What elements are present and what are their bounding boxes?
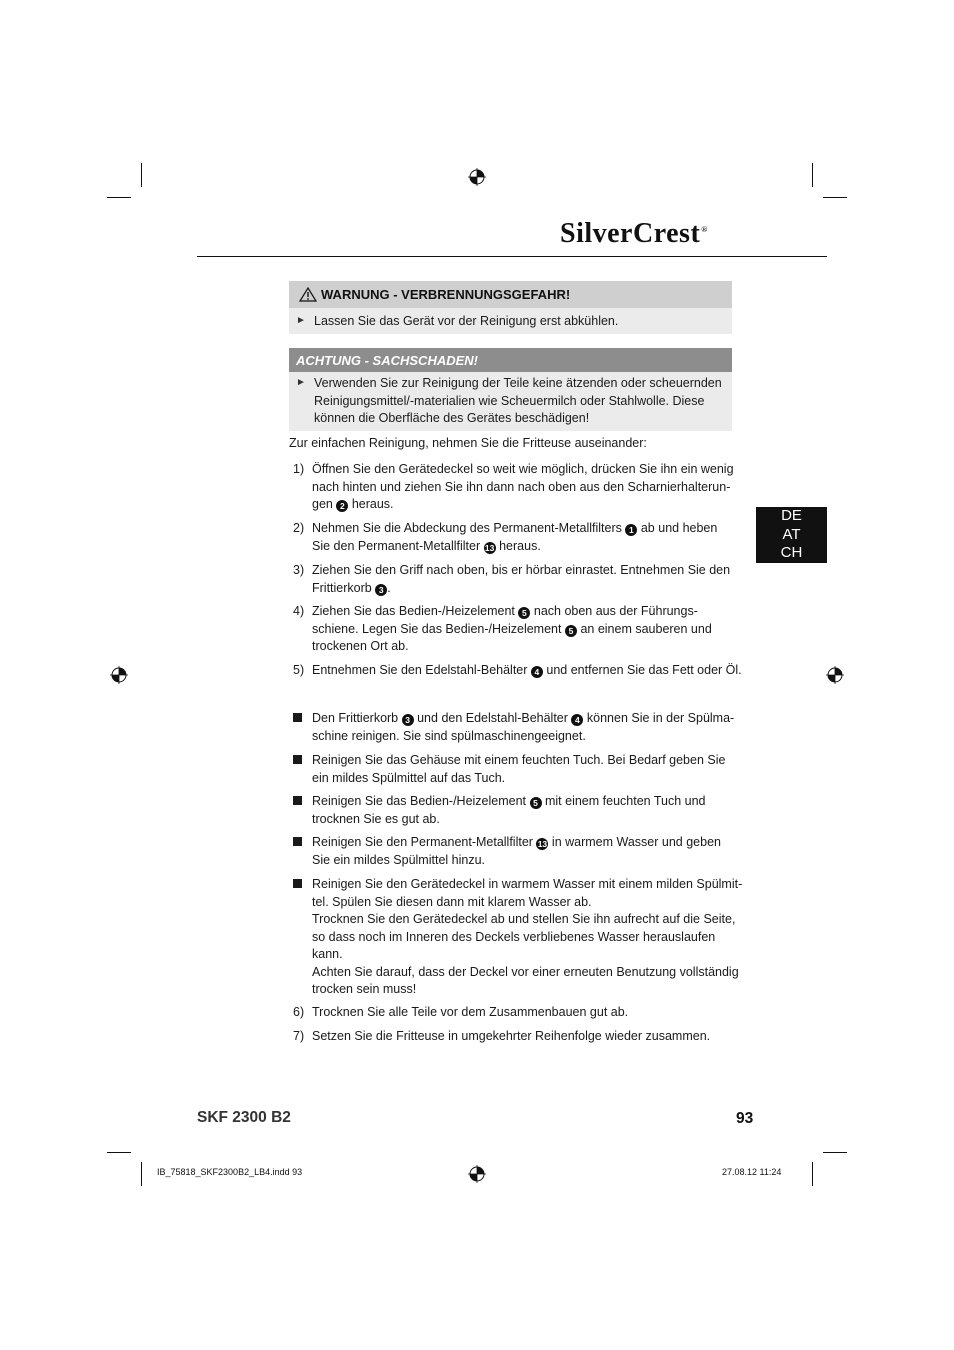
square-bullet-icon <box>293 796 302 805</box>
line-text: so dass noch im Inneren des Deckels verbliebenes Wasser herauslaufen <box>312 929 716 944</box>
item-body <box>312 562 739 597</box>
warning-text: Lassen Sie das Gerät vor der Reinigung erst abkühlen. <box>314 314 619 328</box>
lang-code: AT <box>782 525 801 543</box>
item-line <box>312 728 739 746</box>
item-line <box>312 538 739 556</box>
line-text: Setzen Sie die Fritteuse in umgekehrter Reihenfolge wieder zusammen. <box>312 1029 711 1043</box>
warning-triangle-icon <box>299 287 317 302</box>
line-text: kann. <box>312 947 343 961</box>
line-text: heraus. <box>351 497 394 511</box>
item-line <box>312 946 739 964</box>
bullet-item <box>289 793 739 828</box>
line-text: Nehmen Sie die Abdeckung des Permanent-Metallfilters <box>312 521 622 535</box>
item-line <box>312 621 739 639</box>
item-line <box>312 811 739 829</box>
bullet-item <box>289 834 739 869</box>
line-text: Reinigen Sie das Gehäuse mit einem feuchten Tuch. Bei Bedarf geben Sie <box>312 753 726 767</box>
line-text: Reinigen Sie den Permanent-Metallfilter <box>312 835 533 849</box>
slug-date: 27.08.12 11:24 <box>722 1167 782 1177</box>
item-line <box>312 603 739 621</box>
registration-mark-icon <box>826 666 844 684</box>
item-line <box>312 562 739 580</box>
item-line <box>312 1028 739 1046</box>
crop-mark <box>812 1162 813 1186</box>
slug-file: IB_75818_SKF2300B2_LB4.indd 93 <box>157 1167 303 1177</box>
attention-text <box>314 375 722 428</box>
language-tab <box>756 507 827 563</box>
part-number-badge: 13 <box>537 839 548 849</box>
model-number: SKF 2300 B2 <box>197 1109 291 1126</box>
line-text: gen <box>312 497 333 511</box>
step-item <box>289 461 739 514</box>
line-text: tel. Spülen Sie diesen dann mit klarem Wasser ab. <box>312 894 592 909</box>
item-line <box>312 580 739 598</box>
item-line <box>312 894 739 912</box>
warning-heading <box>289 281 732 308</box>
crop-mark <box>141 1162 142 1186</box>
line-text: an einem sauberen und <box>580 621 712 636</box>
step-item <box>289 603 739 656</box>
item-line <box>312 911 739 929</box>
bullet-item <box>289 710 739 745</box>
line-text: Achten Sie darauf, dass der Deckel vor einer erneuten Benutzung vollständig <box>312 964 739 979</box>
item-line <box>312 520 739 538</box>
line-text: und den Edelstahl-Behälter <box>417 711 568 725</box>
item-line <box>312 793 739 811</box>
item-line <box>312 834 739 852</box>
item-line <box>312 876 743 894</box>
attention-line: können die Oberfläche des Gerätes beschädigen! <box>314 411 590 425</box>
step-number: 7) <box>293 1029 305 1043</box>
part-number-badge: 5 <box>530 797 542 809</box>
brand-logo: SilverCrest® <box>560 218 708 249</box>
page-number: 93 <box>736 1110 754 1127</box>
arrow-bullet-icon: ► <box>296 315 306 326</box>
item-line <box>312 638 739 656</box>
registered-mark: ® <box>701 224 708 234</box>
bullet-item <box>289 876 743 999</box>
part-number-badge: 1 <box>625 524 637 536</box>
item-body <box>312 520 739 555</box>
registration-mark-icon <box>468 168 486 186</box>
square-bullet-icon <box>293 713 302 722</box>
step-number: 1) <box>293 462 305 476</box>
attention-body <box>289 372 732 431</box>
square-bullet-icon <box>293 755 302 764</box>
crop-mark <box>823 1152 847 1153</box>
part-number-badge: 3 <box>402 714 414 726</box>
item-line <box>312 1004 739 1022</box>
part-number-badge: 5 <box>518 607 530 619</box>
line-text: ein mildes Spülmittel auf das Tuch. <box>312 770 506 785</box>
warning-body <box>289 308 732 334</box>
item-line <box>312 710 739 728</box>
item-body <box>312 603 739 656</box>
line-text: Sie den Permanent-Metallfilter <box>312 538 481 553</box>
item-body <box>312 710 739 745</box>
part-number-badge: 3 <box>375 584 387 596</box>
bullet-item <box>289 752 739 787</box>
line-text: trocknen Sie es gut ab. <box>312 811 440 826</box>
intro-text: Zur einfachen Reinigung, nehmen Sie die Fritteuse auseinander: <box>289 436 647 450</box>
step-item <box>289 520 739 555</box>
part-number-badge: 2 <box>336 500 348 512</box>
line-text: trocken sein muss! <box>312 982 417 996</box>
item-line <box>312 929 739 947</box>
line-text: können Sie in der Spülma- <box>586 711 735 725</box>
line-text: mit einem feuchten Tuch und <box>544 794 706 808</box>
crop-mark <box>107 1152 131 1153</box>
line-text: schine reinigen. Sie sind spülmaschinengeeignet. <box>312 728 586 743</box>
line-text: . <box>387 580 391 595</box>
line-text: in warmem Wasser und geben <box>551 835 721 849</box>
item-line <box>312 770 739 788</box>
item-body <box>312 834 739 869</box>
item-body <box>312 1028 739 1046</box>
crop-mark <box>823 197 847 198</box>
lang-code: DE <box>781 507 802 524</box>
line-text: und entfernen Sie das Fett oder Öl. <box>546 663 742 677</box>
line-text: Trocknen Sie den Gerätedeckel ab und stellen Sie ihn aufrecht auf die Seite, <box>312 912 736 926</box>
item-body <box>312 1004 739 1022</box>
line-text: Ziehen Sie das Bedien-/Heizelement <box>312 604 515 618</box>
step-item <box>289 562 739 597</box>
line-text: Entnehmen Sie den Edelstahl-Behälter <box>312 663 528 677</box>
part-number-badge: 5 <box>565 625 577 637</box>
line-text: Öffnen Sie den Gerätedeckel so weit wie möglich, drücken Sie ihn ein wenig <box>312 462 734 476</box>
item-line <box>312 461 739 479</box>
part-number-badge: 4 <box>531 666 543 678</box>
registration-mark-icon <box>468 1165 486 1183</box>
item-line <box>312 662 742 680</box>
warning-title: WARNUNG - VERBRENNUNGSGEFAHR! <box>321 287 571 302</box>
line-text: nach hinten und ziehen Sie ihn dann nach oben aus den Scharnierhalterun- <box>312 479 731 494</box>
line-text: Reinigen Sie das Bedien-/Heizelement <box>312 794 527 808</box>
step-item <box>289 1028 739 1046</box>
line-text: heraus. <box>499 538 541 553</box>
step-number: 3) <box>293 563 305 577</box>
line-text: nach oben aus der Führungs- <box>533 604 698 618</box>
part-number-badge: 13 <box>484 542 495 553</box>
crop-mark <box>141 163 142 187</box>
line-text: ab und heben <box>640 521 718 535</box>
item-body <box>312 662 742 680</box>
step-item <box>289 662 742 680</box>
item-line <box>312 496 739 514</box>
crop-mark <box>812 163 813 187</box>
attention-line: Reinigungsmittel/-materialien wie Scheuermilch oder Stahlwolle. Diese <box>314 393 705 408</box>
arrow-bullet-icon: ► <box>296 377 306 388</box>
step-number: 4) <box>293 604 305 618</box>
line-text: trockenen Ort ab. <box>312 639 409 653</box>
line-text: Trocknen Sie alle Teile vor dem Zusammenbauen gut ab. <box>312 1005 629 1019</box>
item-line <box>312 479 739 497</box>
item-body <box>312 876 743 999</box>
crop-mark <box>107 197 131 198</box>
item-body <box>312 752 739 787</box>
step-number: 5) <box>293 663 305 677</box>
item-line <box>312 752 739 770</box>
square-bullet-icon <box>293 837 302 846</box>
square-bullet-icon <box>293 879 302 888</box>
line-text: schiene. Legen Sie das Bedien-/Heizelement <box>312 621 562 636</box>
step-number: 2) <box>293 521 305 535</box>
item-line <box>312 981 739 999</box>
step-number: 6) <box>293 1005 305 1019</box>
step-item <box>289 1004 739 1022</box>
attention-heading <box>289 348 732 372</box>
item-line <box>312 964 739 982</box>
item-body <box>312 793 739 828</box>
attention-line: Verwenden Sie zur Reinigung der Teile keine ätzenden oder scheuernden <box>314 376 722 390</box>
line-text: Den Frittierkorb <box>312 711 399 725</box>
line-text: Frittierkorb <box>312 580 372 595</box>
item-line <box>312 852 739 870</box>
registration-mark-icon <box>110 666 128 684</box>
item-body <box>312 461 739 514</box>
part-number-badge: 4 <box>571 714 583 726</box>
line-text: Sie ein mildes Spülmittel hinzu. <box>312 852 485 867</box>
lang-code: CH <box>780 544 803 561</box>
header-rule <box>197 256 827 257</box>
line-text: Ziehen Sie den Griff nach oben, bis er hörbar einrastet. Entnehmen Sie den <box>312 563 731 577</box>
attention-title: ACHTUNG - SACHSCHADEN! <box>296 352 478 368</box>
line-text: Reinigen Sie den Gerätedeckel in warmem Wasser mit einem milden Spülmit- <box>312 877 743 891</box>
